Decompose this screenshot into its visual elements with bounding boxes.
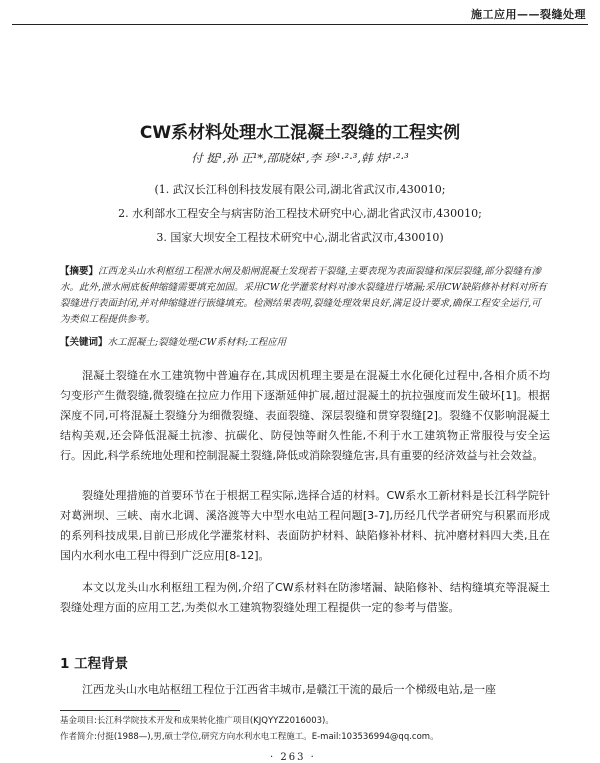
affiliation-1: (1. 武汉长江科创科技发展有限公司,湖北省武汉市,430010; xyxy=(154,183,446,196)
keywords-label: 【关键词】 xyxy=(60,337,108,348)
header-rule xyxy=(12,24,588,25)
section-1-text: 江西龙头山水电站枢纽工程位于江西省丰城市,是赣江干流的最后一个梯级电站,是一座 xyxy=(82,683,496,696)
keywords-text: 水工混凝土;裂缝处理;CW系材料;工程应用 xyxy=(107,337,287,348)
section-heading: 1 工程背景 xyxy=(60,656,129,672)
page-number: · 263 · xyxy=(270,752,316,763)
running-header: 施工应用——裂缝处理 xyxy=(471,8,586,21)
keywords xyxy=(60,334,548,348)
body-paragraph-3: 本文以龙头山水利枢纽工程为例,介绍了CW系材料在防渗堵漏、缺陷修补、结构缝填充等混凝土裂缝处理方面的应用工艺,为类似水工建筑物裂缝处理工程提供一定的参考与借鉴。 xyxy=(60,581,550,614)
footnote-rule xyxy=(60,710,180,711)
paper-title: CW系材料处理水工混凝土裂缝的工程实例 xyxy=(139,123,461,143)
affiliation-3: 3. 国家大坝安全工程技术研究中心,湖北省武汉市,430010) xyxy=(156,231,444,244)
author-list: 付 挺¹,孙 正¹*,邵晓妹¹,李 珍¹·²·³,韩 炜¹·²·³ xyxy=(191,151,409,165)
footnote-author: 作者简介:付挺(1988—),男,硕士学位,研究方向水利水电工程施工。E-mail:103536994@qq.com。 xyxy=(60,732,439,742)
body-paragraph-2: 裂缝处理措施的首要环节在于根据工程实际,选择合适的材料。CW系水工新材料是长江科学院针对葛洲坝、三峡、南水北调、溪洛渡等大中型水电站工程问题[3-7],历经几代学者研究与积累而形成的系列科技成果,目前已形成化学灌浆材料、表面防护材料、缺陷修补材料、抗冲磨材料四大类,且在国内水利水电工程中得到广泛应用[8-12]。 xyxy=(60,489,550,562)
footnote-fund: 基金项目:长江科学院技术开发和成果转化推广项目(KJQYYZ2016003)。 xyxy=(60,716,334,726)
abstract xyxy=(60,264,548,328)
affiliation-2: 2. 水利部水工程安全与病害防治工程技术研究中心,湖北省武汉市,430010; xyxy=(118,207,482,220)
abstract-text: 江西龙头山水利枢纽工程泄水闸及船闸混凝土发现若干裂缝,主要表现为表面裂缝和深层裂缝,部分裂缝有渗水。此外,泄水闸底板伸缩缝需要填充加固。采用CW化学灌浆材料对渗水裂缝进行堵漏;采用CW缺陷修补材料对所有裂缝进行表面封闭,并对伸缩缝进行嵌缝填充。检测结果表明,裂缝处理效果良好,满足设计要求,确保工程安全运行,可为类似工程提供参考。 xyxy=(60,266,547,325)
abstract-label: 【摘要】 xyxy=(60,266,99,277)
body-paragraph-1: 混凝土裂缝在水工建筑物中普遍存在,其成因机理主要是在混凝土水化硬化过程中,各相介质不均匀变形产生微裂缝,微裂缝在拉应力作用下逐渐延伸扩展,超过混凝土的抗拉强度而发生破坏[1]。根据深度不同,可将混凝土裂缝分为细微裂缝、表面裂缝、深层裂缝和贯穿裂缝[2]。裂缝不仅影响混凝土结构美观,还会降低混凝土抗渗、抗碳化、防侵蚀等耐久性能,不利于水工建筑物正常服役与安全运行。因此,科学系统地处理和控制混凝土裂缝,降低或消除裂缝危害,具有重要的经济效益与社会效益。 xyxy=(60,369,550,462)
